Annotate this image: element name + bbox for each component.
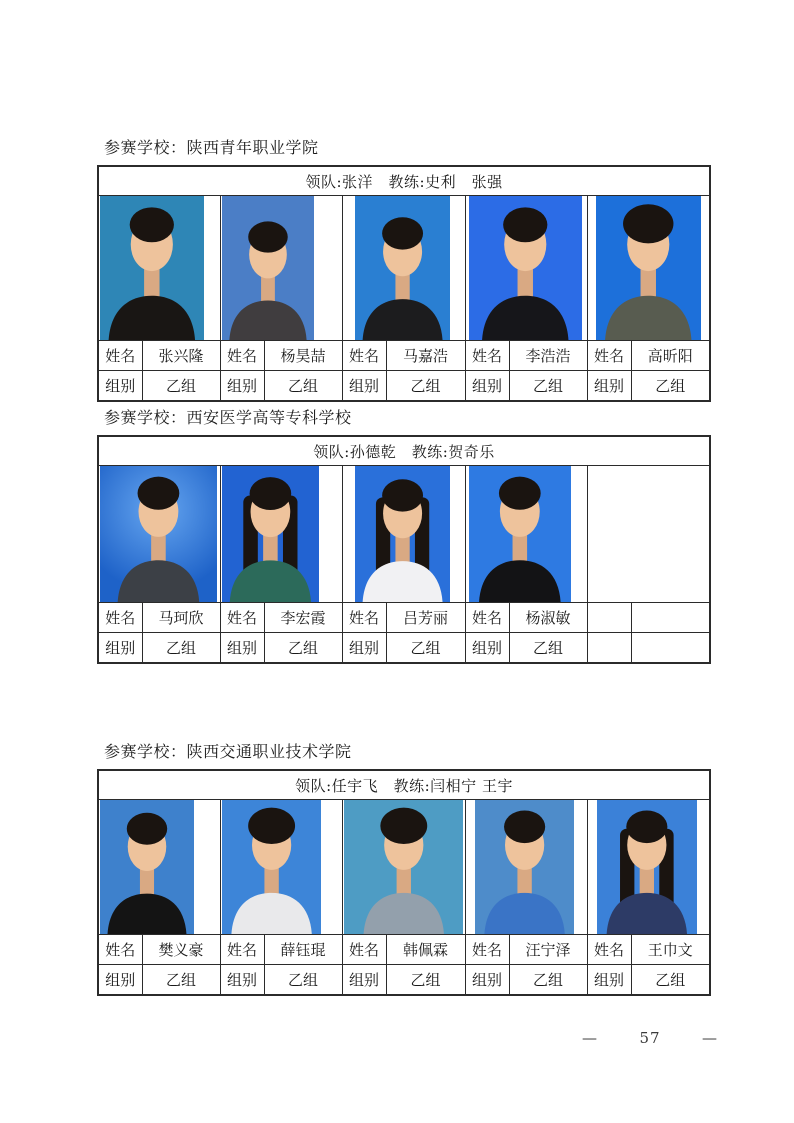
member-group-cell: 乙组 [142, 633, 220, 664]
member-name-cell: 杨昊喆 [264, 341, 342, 371]
name-label-cell: 姓名 [220, 935, 264, 965]
group-label-cell: 组别 [587, 965, 631, 996]
member-group-cell: 乙组 [142, 371, 220, 402]
member-group-cell: 乙组 [631, 965, 710, 996]
person-silhouette [355, 196, 450, 340]
person-silhouette [222, 800, 321, 934]
leader-row [98, 166, 710, 196]
member-name-cell: 吕芳丽 [386, 603, 465, 633]
group-row [98, 633, 710, 664]
member-name-cell: 薛钰琨 [264, 935, 342, 965]
group-label-cell: 组别 [465, 371, 509, 402]
person-silhouette [222, 466, 319, 602]
group-label-cell: 组别 [98, 633, 142, 664]
member-name-cell: 汪宁泽 [509, 935, 587, 965]
school-label: 参赛学校：西安医学高等专科学校 [104, 408, 352, 427]
member-photo-cell [342, 466, 465, 603]
member-name-cell: 韩佩霖 [386, 935, 465, 965]
member-group-cell: 乙组 [264, 965, 342, 996]
member-name-cell: 杨淑敏 [509, 603, 587, 633]
member-photo-cell [98, 466, 220, 603]
person-silhouette [475, 800, 574, 934]
member-name-cell: 高昕阳 [631, 341, 710, 371]
group-label-cell: 组别 [220, 371, 264, 402]
group-label-cell: 组别 [465, 633, 509, 664]
member-group-cell: 乙组 [264, 633, 342, 664]
person-silhouette [100, 800, 194, 934]
member-group-cell: 乙组 [386, 633, 465, 664]
member-group-cell: 乙组 [264, 371, 342, 402]
id-photo [355, 196, 450, 340]
group-label-cell: 组别 [220, 965, 264, 996]
member-name-cell: 李浩浩 [509, 341, 587, 371]
school-section [97, 743, 711, 996]
leader-coach-line: 领队:孙德乾 教练:贺奇乐 [98, 436, 710, 466]
member-name-cell: 李宏霞 [264, 603, 342, 633]
leader-row [98, 436, 710, 466]
member-photo-cell [465, 466, 587, 603]
member-group-cell: 乙组 [509, 371, 587, 402]
member-photo-cell [98, 196, 220, 341]
member-group-cell: 乙组 [386, 371, 465, 402]
id-photo [475, 800, 574, 934]
person-silhouette [344, 800, 464, 934]
group-row [98, 965, 710, 996]
roster-table [97, 769, 711, 996]
photo-row [98, 196, 710, 341]
roster-table [97, 435, 711, 664]
name-label-cell: 姓名 [98, 341, 142, 371]
leader-coach-line: 领队:任宇飞 教练:闫相宁 王宇 [98, 770, 710, 800]
empty-cell [631, 633, 710, 664]
name-label-cell: 姓名 [98, 935, 142, 965]
photo-row [98, 466, 710, 603]
name-label-cell: 姓名 [465, 341, 509, 371]
id-photo [469, 466, 571, 602]
person-silhouette [222, 196, 314, 340]
name-label-cell: 姓名 [342, 341, 386, 371]
name-row [98, 935, 710, 965]
footer-dash-right: — [702, 1029, 718, 1047]
empty-cell [587, 633, 631, 664]
member-photo-cell [220, 800, 342, 935]
person-silhouette [469, 196, 582, 340]
id-photo [596, 196, 701, 340]
school-label: 参赛学校：陕西青年职业学院 [104, 138, 319, 157]
leader-coach-line: 领队:张洋 教练:史利 张强 [98, 166, 710, 196]
member-group-cell: 乙组 [509, 965, 587, 996]
id-photo [222, 196, 314, 340]
id-photo [355, 466, 450, 602]
member-group-cell: 乙组 [509, 633, 587, 664]
school-section [97, 409, 711, 664]
name-label-cell: 姓名 [587, 935, 631, 965]
member-photo-cell [98, 800, 220, 935]
photo-row [98, 800, 710, 935]
name-label-cell: 姓名 [220, 341, 264, 371]
person-silhouette [355, 466, 450, 602]
group-label-cell: 组别 [342, 965, 386, 996]
school-section [97, 139, 711, 402]
member-photo-cell [465, 800, 587, 935]
group-row [98, 371, 710, 402]
name-label-cell: 姓名 [465, 935, 509, 965]
group-label-cell: 组别 [98, 371, 142, 402]
empty-photo-cell [587, 466, 710, 603]
member-photo-cell [587, 800, 710, 935]
member-group-cell: 乙组 [142, 965, 220, 996]
name-row [98, 603, 710, 633]
group-label-cell: 组别 [465, 965, 509, 996]
member-name-cell: 马珂欣 [142, 603, 220, 633]
id-photo [344, 800, 464, 934]
name-label-cell: 姓名 [98, 603, 142, 633]
name-row [98, 341, 710, 371]
member-photo-cell [342, 196, 465, 341]
person-silhouette [100, 196, 204, 340]
group-label-cell: 组别 [342, 371, 386, 402]
leader-row [98, 770, 710, 800]
id-photo [222, 466, 319, 602]
id-photo [597, 800, 697, 934]
name-label-cell: 姓名 [587, 341, 631, 371]
name-label-cell: 姓名 [342, 603, 386, 633]
id-photo [469, 196, 582, 340]
person-silhouette [596, 196, 701, 340]
group-label-cell: 组别 [220, 633, 264, 664]
id-photo [222, 800, 321, 934]
empty-cell [587, 603, 631, 633]
person-silhouette [100, 466, 217, 602]
id-photo [100, 466, 217, 602]
group-label-cell: 组别 [587, 371, 631, 402]
member-name-cell: 张兴隆 [142, 341, 220, 371]
member-photo-cell [220, 196, 342, 341]
group-label-cell: 组别 [98, 965, 142, 996]
person-silhouette [469, 466, 571, 602]
member-group-cell: 乙组 [631, 371, 710, 402]
group-label-cell: 组别 [342, 633, 386, 664]
member-group-cell: 乙组 [386, 965, 465, 996]
name-label-cell: 姓名 [220, 603, 264, 633]
member-name-cell: 马嘉浩 [386, 341, 465, 371]
id-photo [100, 196, 204, 340]
page-number-footer [582, 1028, 718, 1048]
name-label-cell: 姓名 [465, 603, 509, 633]
roster-table [97, 165, 711, 402]
member-photo-cell [342, 800, 465, 935]
id-photo [100, 800, 194, 934]
member-photo-cell [465, 196, 587, 341]
footer-dash-left: — [582, 1029, 598, 1047]
member-photo-cell [220, 466, 342, 603]
member-photo-cell [587, 196, 710, 341]
name-label-cell: 姓名 [342, 935, 386, 965]
member-name-cell: 王巾文 [631, 935, 710, 965]
empty-cell [631, 603, 710, 633]
page-number: 57 [639, 1029, 661, 1047]
school-label: 参赛学校：陕西交通职业技术学院 [104, 742, 352, 761]
person-silhouette [597, 800, 697, 934]
member-name-cell: 樊义豪 [142, 935, 220, 965]
